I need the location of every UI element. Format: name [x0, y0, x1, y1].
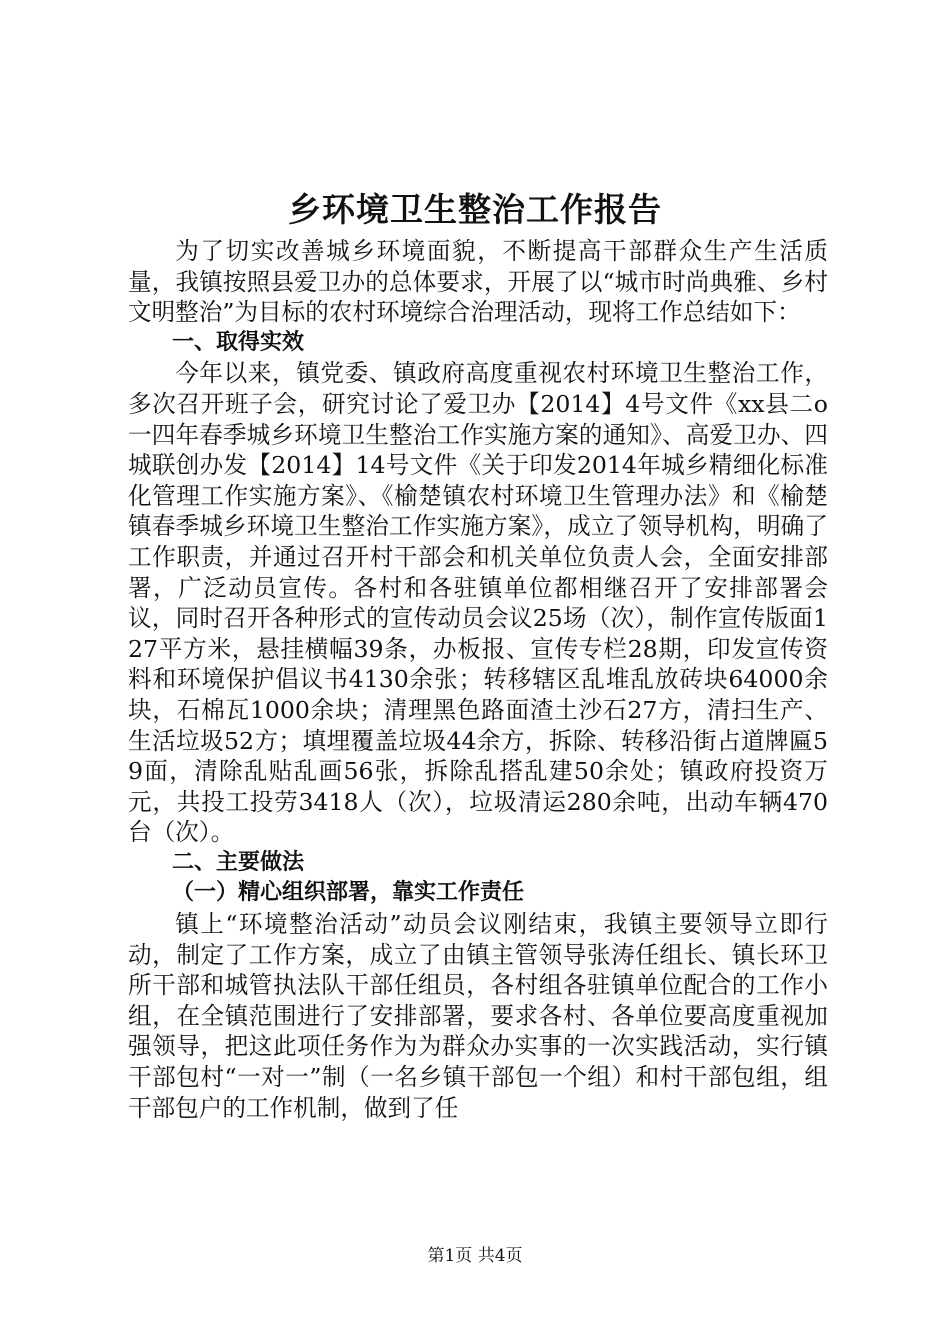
intro-paragraph: 为了切实改善城乡环境面貌，不断提高干部群众生产生活质量，我镇按照县爱卫办的总体要求，开展了以“城市时尚典雅、乡村文明整治”为目标的农村环境综合治理活动，现将工作总结如下：: [128, 237, 828, 327]
section-heading-methods: 二、主要做法: [172, 849, 305, 875]
section-heading-results: 一、取得实效: [172, 329, 305, 355]
subsection-heading-organize: （一）精心组织部署，靠实工作责任: [172, 880, 525, 906]
page-number-footer: 第1页 共4页: [427, 1246, 523, 1266]
document-title: 乡环境卫生整治工作报告: [288, 190, 662, 229]
results-paragraph: 今年以来，镇党委、镇政府高度重视农村环境卫生整治工作，多次召开班子会，研究讨论了爱卫办【2014】4号文件《xx县二o一四年春季城乡环境卫生整治工作实施方案的通知》、高爱卫办、四城联创办发【2014】14号文件《关于印发2014年城乡精细化标准化管理工作实施方案》、《榆楚镇农村环境卫生管理办法》和《榆楚镇春季城乡环境卫生整治工作实施方案》，成立了领导机构，明确了工作职责，并通过召开村干部会和机关单位负责人会，全面安排部署，广泛动员宣传。各村和各驻镇单位都相继召开了安排部署会议，同时召开各种形式的宣传动员会议25场（次），制作宣传版面127平方米，悬挂横幅39条，办板报、宣传专栏28期，印发宣传资料和环境保护倡议书4130余张；转移辖区乱堆乱放砖块64000余块，石棉瓦1000余块；清理黑色路面渣土沙石27方，清扫生产、生活垃圾52方；填埋覆盖垃圾44余方，拆除、转移沿街占道牌匾59面，清除乱贴乱画56张，拆除乱搭乱建50余处；镇政府投资万元，共投工投劳3418人（次），垃圾清运280余吨，出动车辆470台（次）。: [128, 359, 828, 847]
document-body: [128, 236, 828, 1123]
organize-paragraph: 镇上“环境整治活动”动员会议刚结束，我镇主要领导立即行动，制定了工作方案，成立了由镇主管领导张涛任组长、镇长环卫所干部和城管执法队干部任组员，各村组各驻镇单位配合的工作小组，在全镇范围进行了安排部署，要求各村、各单位要高度重视加强领导，把这此项任务作为为群众办实事的一次实践活动，实行镇干部包村“一对一”制（一名乡镇干部包一个组）和村干部包组，组干部包户的工作机制，做到了任: [128, 910, 828, 1122]
